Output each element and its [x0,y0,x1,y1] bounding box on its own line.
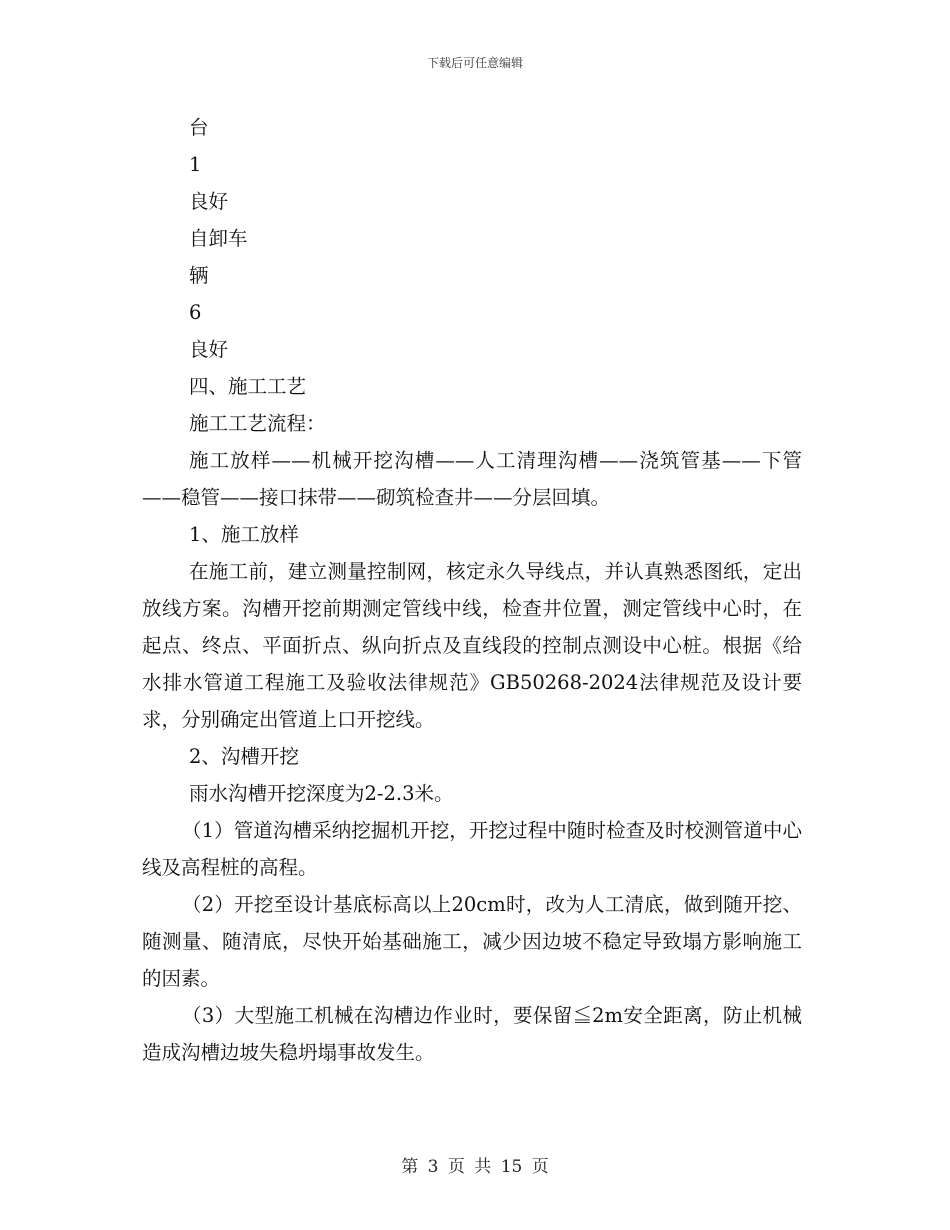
list-item: （1）管道沟槽采纳挖掘机开挖，开挖过程中随时检查及时校测管道中心线及高程桩的高程。 [142,819,802,879]
table-cell-quantity: 6 [189,301,202,324]
list-item: （2）开挖至设计基底标高以上20cm时，改为人工清底，做到随开挖、随测量、随清底，尽快开始基础施工，减少因边坡不稳定导致塌方影响施工的因素。 [142,893,802,990]
table-cell-condition: 良好 [189,338,229,361]
document-body [142,109,802,1071]
flow-paragraph: 施工放样——机械开挖沟槽——人工清理沟槽——浇筑管基——下管——稳管——接口抹带——砌筑检查井——分层回填。 [142,449,802,509]
table-cell-unit: 台 [189,116,209,139]
table-cell-quantity: 1 [189,153,202,176]
list-item: （3）大型施工机械在沟槽边作业时，要保留≦2m安全距离，防止机械造成沟槽边坡失稳坍塌事故发生。 [142,1004,802,1064]
page-header: 下载后可任意编辑 [426,56,523,70]
table-cell-unit: 辆 [189,264,209,287]
subsection-heading: 1、施工放样 [189,523,299,546]
section-heading: 四、施工工艺 [189,375,307,398]
table-cell-condition: 良好 [189,190,229,213]
subsection-heading: 2、沟槽开挖 [189,745,299,768]
page-number: 第 3 页 共 15 页 [401,1157,549,1177]
table-cell-equipment-name: 自卸车 [189,227,248,250]
paragraph: 雨水沟槽开挖深度为2-2.3米。 [189,782,454,805]
paragraph: 在施工前，建立测量控制网，核定永久导线点，并认真熟悉图纸，定出放线方案。沟槽开挖前期测定管线中线，检查井位置，测定管线中心时，在起点、终点、平面折点、纵向折点及直线段的控制点测设中心桩。根据《给水排水管道工程施工及验收法律规范》GB50268-2024法律规范及设计要求，分别确定出管道上口开挖线。 [142,560,802,731]
flow-label: 施工工艺流程： [189,412,326,435]
